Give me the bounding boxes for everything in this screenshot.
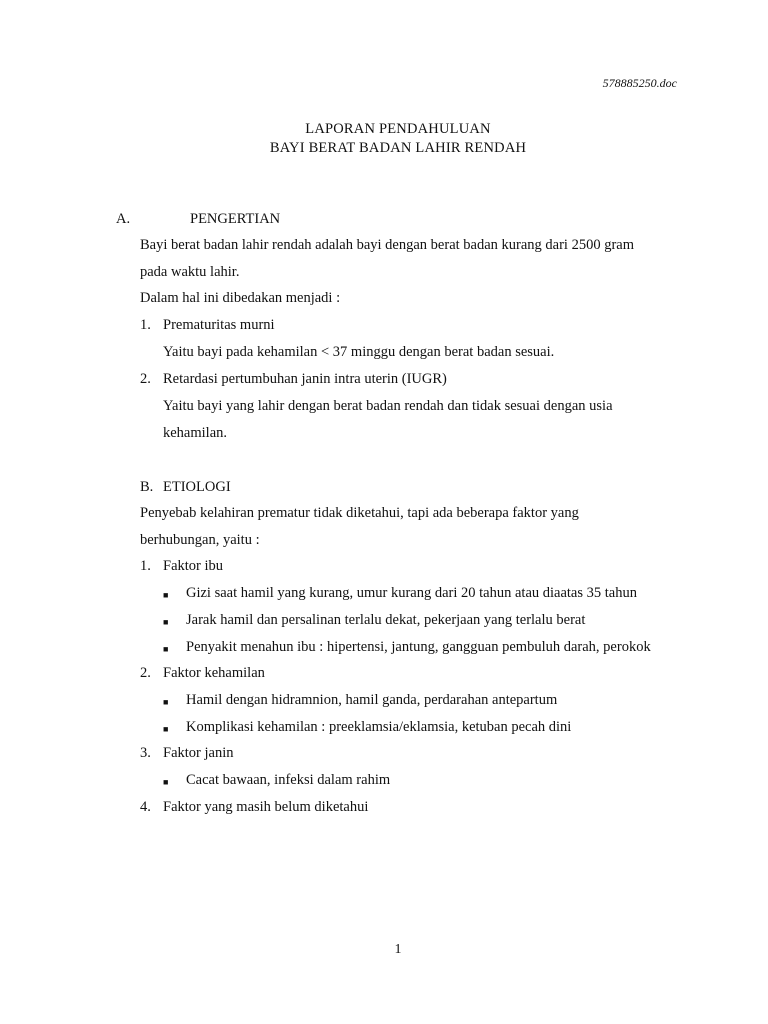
factor-title: Faktor janin [163,745,234,761]
list-item-description: kehamilan. [163,425,228,441]
list-item-description: Yaitu bayi yang lahir dengan berat badan rendah dan tidak sesuai dengan usia [163,398,613,414]
bullet-marker: ■ [163,617,169,627]
document-filename: 578885250.doc [602,76,677,90]
section-a-paragraph-line: Dalam hal ini dibedakan menjadi : [140,290,341,306]
bullet-marker: ■ [163,697,169,707]
bullet-marker: ■ [163,777,169,787]
section-b-heading: ETIOLOGI [163,479,231,495]
list-number: 1. [140,317,151,333]
list-item-title: Retardasi pertumbuhan janin intra uterin (IUGR) [163,371,447,387]
section-b-marker: B. [140,479,154,495]
list-item-title: Prematuritas murni [163,317,275,333]
bullet-marker: ■ [163,590,169,600]
list-number: 2. [140,371,151,387]
bullet-item: Cacat bawaan, infeksi dalam rahim [186,772,391,788]
section-a-marker: A. [116,211,131,227]
section-b-paragraph-line: berhubungan, yaitu : [140,532,260,548]
factor-title: Faktor yang masih belum diketahui [163,799,369,815]
section-a-heading: PENGERTIAN [190,211,281,227]
list-number: 2. [140,665,151,681]
bullet-marker: ■ [163,644,169,654]
list-number: 1. [140,558,151,574]
document-title-line-2: BAYI BERAT BADAN LAHIR RENDAH [269,140,527,156]
document-title-line-1: LAPORAN PENDAHULUAN [305,121,491,137]
bullet-item: Penyakit menahun ibu : hipertensi, jantung, gangguan pembuluh darah, perokok [186,639,651,655]
list-number: 3. [140,745,151,761]
bullet-item: Hamil dengan hidramnion, hamil ganda, perdarahan antepartum [186,692,558,708]
bullet-item: Gizi saat hamil yang kurang, umur kurang dari 20 tahun atau diaatas 35 tahun [186,585,637,601]
section-a-paragraph-line: pada waktu lahir. [140,264,240,280]
list-number: 4. [140,799,151,815]
section-a-paragraph-line: Bayi berat badan lahir rendah adalah bayi dengan berat badan kurang dari 2500 gram [140,237,635,253]
page-number: 1 [394,942,402,957]
factor-title: Faktor kehamilan [163,665,265,681]
section-b-paragraph-line: Penyebab kelahiran prematur tidak diketahui, tapi ada beberapa faktor yang [140,505,579,521]
bullet-marker: ■ [163,724,169,734]
list-item-description: Yaitu bayi pada kehamilan < 37 minggu dengan berat badan sesuai. [163,344,555,360]
factor-title: Faktor ibu [163,558,224,574]
bullet-item: Jarak hamil dan persalinan terlalu dekat, pekerjaan yang terlalu berat [186,612,586,628]
bullet-item: Komplikasi kehamilan : preeklamsia/eklamsia, ketuban pecah dini [186,719,572,735]
